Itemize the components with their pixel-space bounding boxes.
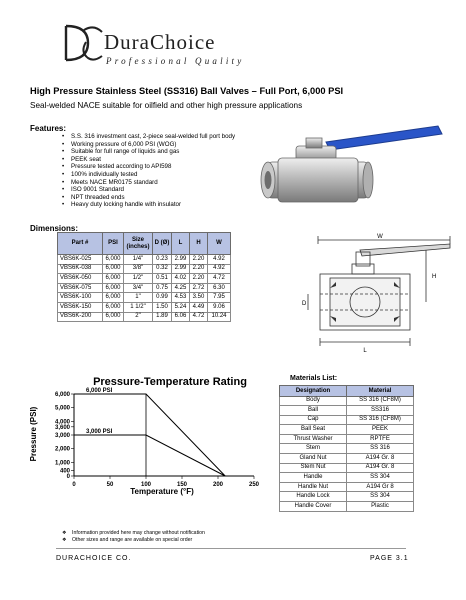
materials-heading: Materials List: [290,375,338,382]
cell: 0.32 [153,264,172,274]
cell: Stem [280,444,347,454]
cell: 6.06 [172,312,190,322]
y-tick-label: 1,000 [54,460,70,467]
x-tick-label: 250 [248,482,260,488]
materials-header-row [280,386,414,397]
feature-item: • Meets NACE MR0175 standard [62,179,235,187]
table-row [280,492,414,502]
x-tick-label: 50 [106,482,114,488]
col-header: D (Ø) [153,233,172,255]
cell: Ball [280,406,347,416]
cell: 4.92 [208,264,231,274]
table-row [280,444,414,454]
cell: 1.89 [153,312,172,322]
footer-page-number: PAGE 3.1 [370,555,409,562]
cell: Cap [280,415,347,425]
table-row [280,482,414,492]
cell: 3.50 [190,293,208,303]
cell: Ball Seat [280,425,347,435]
cell: 2" [124,312,153,322]
durachoice-logo-mark [62,22,104,64]
cell: VBS6K-100 [58,293,103,303]
cell: 10.24 [208,312,231,322]
cell: Stem Nut [280,463,347,473]
col-header: Material [347,386,414,397]
col-header: H [190,233,208,255]
cell: 6,000 [103,283,124,293]
cell: PEEK [347,425,414,435]
cell: 1/2" [124,274,153,284]
valve-technical-drawing [300,230,460,360]
cell: 4.02 [172,274,190,284]
cell: Handle Nut [280,482,347,492]
cell: 4.92 [208,255,231,265]
y-tick-label: 4,000 [54,419,70,426]
cell: Gland Nut [280,454,347,464]
cell: 4.49 [190,302,208,312]
pressure-temperature-chart [22,372,272,496]
table-row [58,255,231,265]
table-row [58,302,231,312]
cell: SS 304 [347,492,414,502]
cell: 0.23 [153,255,172,265]
feature-item: • Pressure tested according to API598 [62,163,235,171]
cell: VBS6K-150 [58,302,103,312]
dimensions-header-row [58,233,231,255]
cell: 1.50 [153,302,172,312]
cell: 2.20 [190,255,208,265]
dim-label-l: L [363,348,367,354]
cell: Plastic [347,502,414,512]
cell: 7.95 [208,293,231,303]
materials-table [279,385,414,512]
cell: SS 316 [347,444,414,454]
cell: 6,000 [103,274,124,284]
cell: 6.30 [208,283,231,293]
table-row [280,463,414,473]
y-tick-label: 400 [59,468,70,475]
cell: 1 1/2" [124,302,153,312]
table-row [280,473,414,483]
cell: VBS6K-200 [58,312,103,322]
x-tick-label: 100 [140,482,152,488]
ball-valve-image [258,124,450,216]
col-header: L [172,233,190,255]
note-item: ❖ Information provided here may change without notification [62,530,205,537]
dim-label-h: H [432,274,437,280]
table-row [280,454,414,464]
cell: 6,000 [103,312,124,322]
cell: 0.51 [153,274,172,284]
table-row [58,312,231,322]
cell: VBS6K-038 [58,264,103,274]
footer-company: DURACHOICE CO. [56,555,132,562]
features-list [62,133,235,209]
y-tick-label: 6,000 [54,392,70,398]
col-header: Designation [280,386,347,397]
col-header: PSI [103,233,124,255]
cell: 2.72 [190,283,208,293]
cell: 9.06 [208,302,231,312]
y-tick-label: 0 [66,474,70,480]
table-row [280,502,414,512]
feature-item: • ISO 9001 Standard [62,186,235,194]
brand-tagline: Professional Quality [106,56,245,66]
series-annotation: 3,000 PSI [86,429,113,435]
cell: 3/8" [124,264,153,274]
cell: 6,000 [103,302,124,312]
col-header: Size (inches) [124,233,153,255]
cell: SS 316 (CF8M) [347,396,414,406]
page-title: High Pressure Stainless Steel (SS316) Ball Valves – Full Port, 6,000 PSI [30,86,344,96]
cell: 2.20 [190,274,208,284]
notes-list [62,530,205,544]
y-tick-label: 3,600 [54,424,70,431]
cell: SS316 [347,406,414,416]
note-item: ❖ Other sizes and range are available on special order [62,537,205,544]
series-line-1 [74,435,225,476]
cell: 6,000 [103,293,124,303]
x-tick-label: 200 [212,482,224,488]
cell: Thrust Washer [280,434,347,444]
cell: VBS6K-025 [58,255,103,265]
chart-x-axis-label: Temperature (°F) [130,487,194,496]
feature-item: • S.S. 316 investment cast, 2-piece seal-welded full port body [62,133,235,141]
feature-item: • Working pressure of 6,000 PSI (WOG) [62,141,235,149]
x-tick-label: 0 [72,482,76,488]
brand-name: DuraChoice [104,30,216,54]
cell: 4.72 [208,274,231,284]
feature-item: • Heavy duty locking handle with insulator [62,201,235,209]
table-row [280,396,414,406]
cell: SS 316 (CF8M) [347,415,414,425]
cell: VBS6K-050 [58,274,103,284]
feature-item: • 100% individually tested [62,171,235,179]
cell: 2.99 [172,255,190,265]
features-heading: Features: [30,124,67,133]
cell: 2.20 [190,264,208,274]
cell: 0.99 [153,293,172,303]
cell: Handle [280,473,347,483]
col-header: Part # [58,233,103,255]
cell: 1" [124,293,153,303]
table-row [280,406,414,416]
footer-divider [56,548,406,549]
cell: SS 304 [347,473,414,483]
cell: Body [280,396,347,406]
dimensions-table [57,232,231,322]
table-row [58,283,231,293]
cell: 1/4" [124,255,153,265]
cell: VBS6K-075 [58,283,103,293]
chart-y-axis-label: Pressure (PSI) [29,406,38,462]
cell: 4.72 [190,312,208,322]
dimensions-heading: Dimensions: [30,224,79,233]
cell: 6,000 [103,255,124,265]
cell: 0.75 [153,283,172,293]
feature-item: • PEEK seat [62,156,235,164]
cell: A194 Gr. 8 [347,454,414,464]
table-row [58,264,231,274]
dim-label-d: D [302,301,307,307]
dim-label-w: W [377,234,383,240]
col-header: W [208,233,231,255]
table-row [280,425,414,435]
table-row [58,274,231,284]
feature-item: • Suitable for full range of liquids and gas [62,148,235,156]
x-tick-label: 150 [176,482,188,488]
cell: 3/4" [124,283,153,293]
feature-item: • NPT threaded ends [62,194,235,202]
page-subtitle: Seal-welded NACE suitable for oilfield and other high pressure applications [30,101,303,110]
cell: Handle Cover [280,502,347,512]
cell: 6,000 [103,264,124,274]
cell: 4.53 [172,293,190,303]
table-row [58,293,231,303]
cell: RPTFE [347,434,414,444]
y-tick-label: 3,000 [54,433,70,439]
cell: Handle Lock [280,492,347,502]
cell: 5.24 [172,302,190,312]
y-tick-label: 5,000 [54,405,70,412]
table-row [280,415,414,425]
table-row [280,434,414,444]
cell: A194 Gr. 8 [347,463,414,473]
cell: 4.25 [172,283,190,293]
chart-title: Pressure-Temperature Rating [93,376,247,388]
series-annotation: 6,000 PSI [86,388,113,394]
cell: 2.99 [172,264,190,274]
cell: A194 Gr 8 [347,482,414,492]
y-tick-label: 2,000 [54,446,70,453]
